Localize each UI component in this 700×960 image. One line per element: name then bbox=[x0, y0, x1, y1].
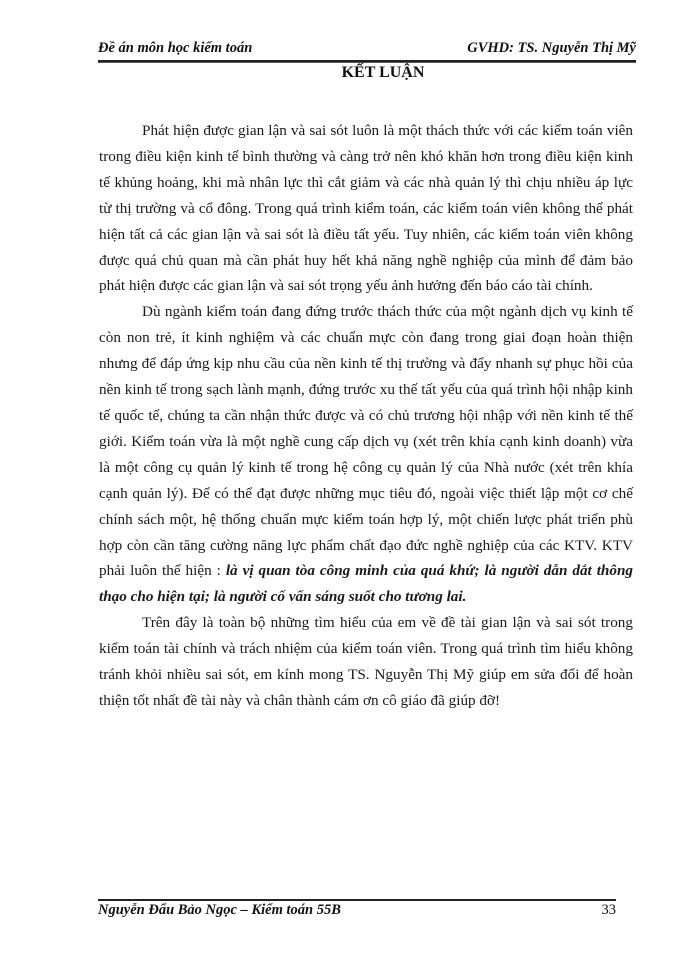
paragraph-2-text: Dù ngành kiểm toán đang đứng trước thách thức của một ngành dịch vụ kinh tế còn non trẻ, ít kinh nghiệm và các chuẩn mực còn đang trong giai đoạn hoàn thiện nhưng để đáp ứng kịp nhu cầu của nền kinh tế thị trường và đẩy nhanh sự phục hồi của nền kinh tế trong sạch lành mạnh, đứng trước xu thế tất yếu của quá trình hội nhập kinh tế quốc tế, chúng ta cần nhận thức được và có chủ trương hội nhập với nền kinh tế thế giới. Kiểm toán vừa là một nghề cung cấp dịch vụ (xét trên khía cạnh kinh doanh) vừa là một công cụ quản lý kinh tế trong hệ công cụ quản lý của Nhà nước (xét trên khía cạnh quản lý). Để có thể đạt được những mục tiêu đó, ngoài việc thiết lập một cơ chế chính sách một, hệ thống chuẩn mực kiểm toán hợp lý, một chiến lược phát triển phù hợp còn cần tăng cường năng lực phẩm chất đạo đức nghề nghiệp của các KTV. KTV phải luôn thể hiện : bbox=[99, 303, 633, 580]
header-divider bbox=[98, 60, 636, 63]
page-header bbox=[98, 40, 636, 60]
paragraph-1-text: Phát hiện được gian lận và sai sót luôn là một thách thức với các kiểm toán viên trong điều kiện kinh tế bình thường và càng trở nên khó khăn hơn trong điều kiện kinh tế khủng hoảng, khi mà nhân lực thì cắt giảm và các nhà quản lý thì chịu nhiều áp lực từ thị trường và cổ đông. Trong quá trình kiểm toán, các kiểm toán viên không thể phát hiện tất cả các gian lận và sai sót là điều tất yếu. Tuy nhiên, các kiểm toán viên không được quá chủ quan mà cần phát huy hết khả năng nghề nghiệp của mình để đảm bảo phát hiện được các gian lận và sai sót trọng yếu ảnh hưởng đến báo cáo tài chính. bbox=[99, 122, 633, 295]
footer-divider bbox=[98, 899, 616, 901]
paragraph-2 bbox=[99, 299, 633, 610]
paragraph-3-text: Trên đây là toàn bộ những tìm hiểu của em về đề tài gian lận và sai sót trong kiểm toán tài chính và trách nhiệm của kiểm toán viên. Trong quá trình tìm hiểu không tránh khỏi nhiều sai sót, em kính mong TS. Nguyễn Thị Mỹ giúp em sửa đổi để hoàn thiện tốt nhất đề tài này và chân thành cám ơn cô giáo đã giúp đỡ! bbox=[99, 614, 633, 709]
paragraph-1 bbox=[99, 118, 633, 299]
page-number: 33 bbox=[601, 902, 616, 918]
section-title: KẾT LUẬN bbox=[341, 64, 425, 81]
header-course-title: Đề án môn học kiểm toán bbox=[98, 40, 253, 56]
header-supervisor: GVHD: TS. Nguyễn Thị Mỹ bbox=[467, 40, 636, 56]
paragraph-3 bbox=[99, 610, 633, 714]
page-footer bbox=[98, 902, 618, 920]
body-text bbox=[99, 118, 633, 714]
paragraph-2-emphasis: là vị quan tòa công minh của quá khứ; là người dẫn dắt thông thạo cho hiện tại; là người cố vấn sáng suốt cho tương lai. bbox=[99, 562, 634, 606]
footer-author: Nguyễn Đẩu Bảo Ngọc – Kiểm toán 55B bbox=[98, 902, 341, 918]
